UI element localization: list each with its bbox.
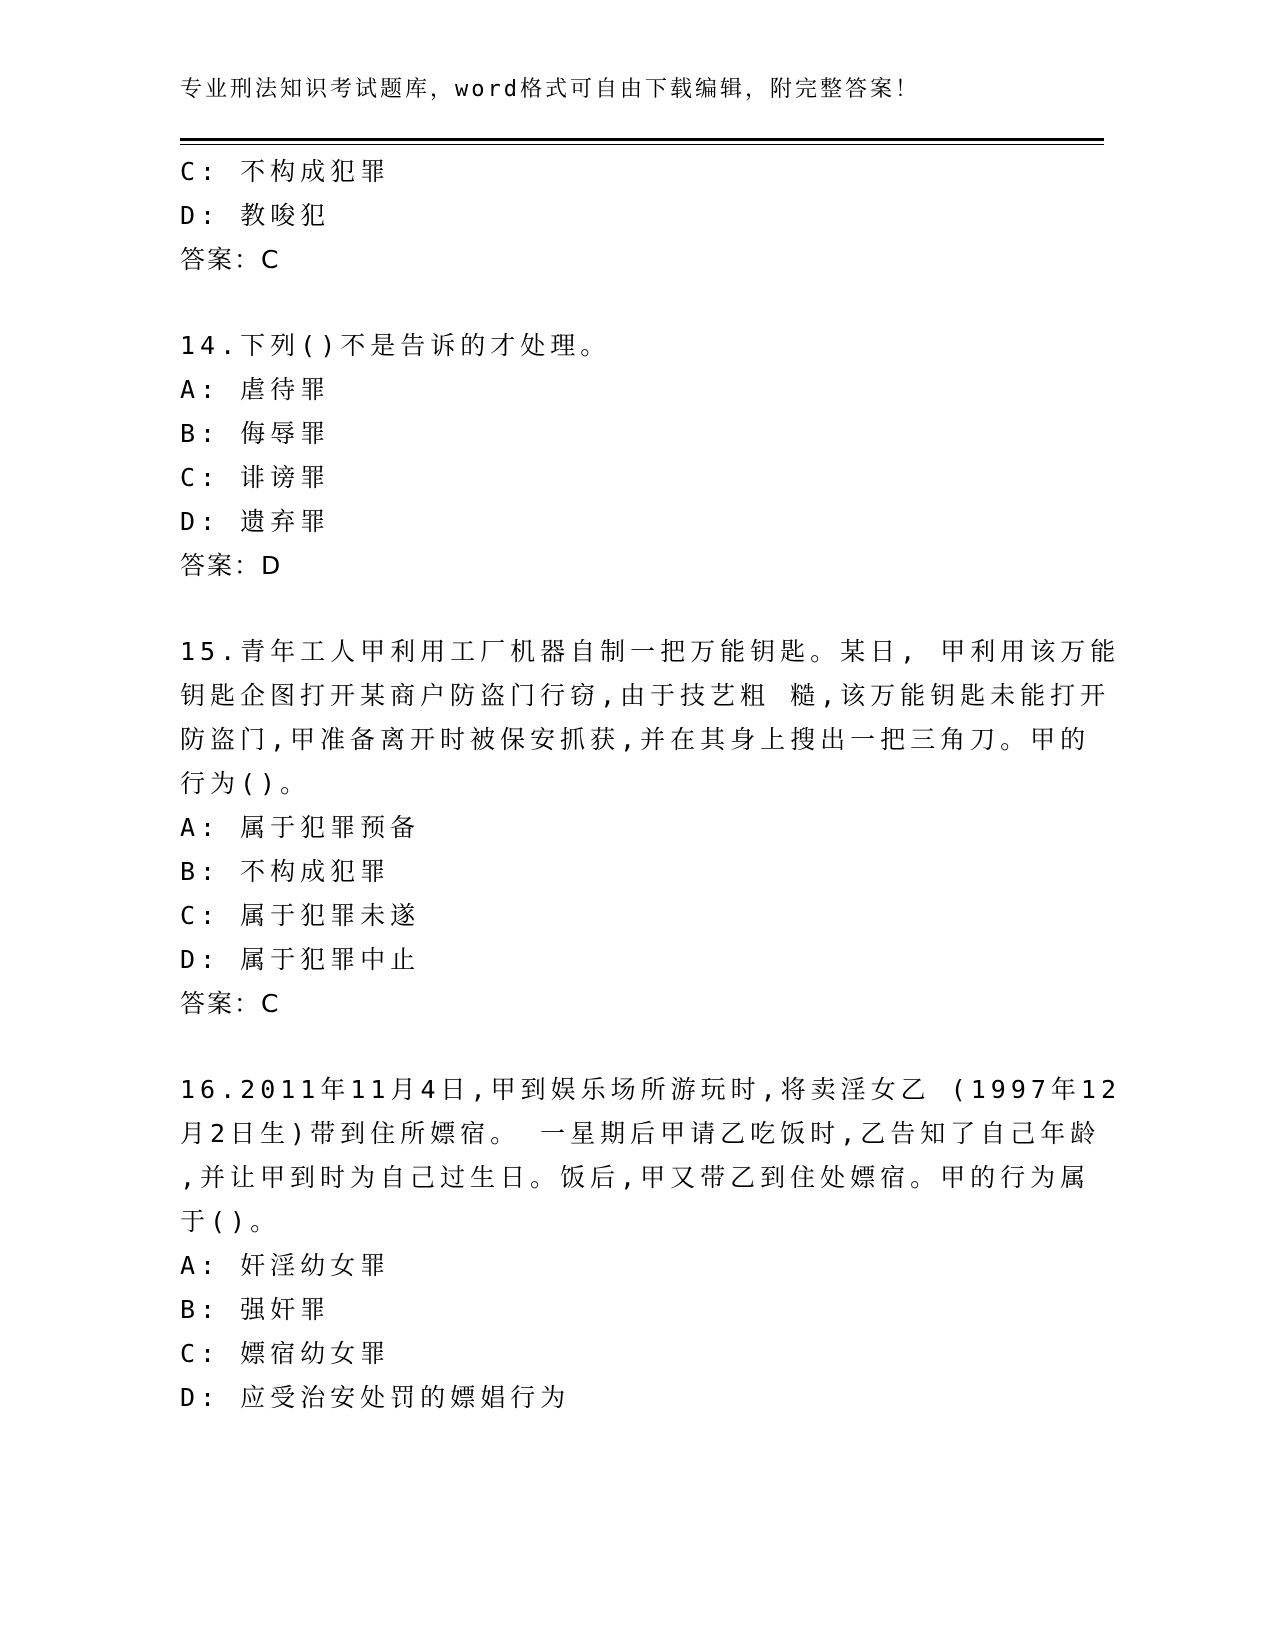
option-a: A: 奸淫幼女罪 — [180, 1251, 391, 1280]
option-d: D: 应受治安处罚的嫖娼行为 — [180, 1383, 571, 1412]
option-c: C: 嫖宿幼女罪 — [180, 1339, 391, 1368]
question-15 — [180, 630, 1121, 1026]
question-text: 于()。 — [180, 1207, 281, 1236]
question-text: ,并让甲到时为自己过生日。饭后,甲又带乙到住处嫖宿。甲的行为属 — [180, 1163, 1091, 1192]
answer-line: 答案：D — [180, 551, 283, 580]
question-text: 月2日生)带到住所嫖宿。 一星期后甲请乙吃饭时,乙告知了自己年龄 — [180, 1119, 1101, 1148]
question-text: 钥匙企图打开某商户防盗门行窃,由于技艺粗 糙,该万能钥匙未能打开 — [180, 681, 1111, 710]
question-13-continued — [180, 150, 1040, 282]
option-b: B: 不构成犯罪 — [180, 857, 391, 886]
option-c: C: 属于犯罪未遂 — [180, 901, 421, 930]
question-text: 防盗门,甲准备离开时被保安抓获,并在其身上搜出一把三角刀。甲的 — [180, 725, 1091, 754]
answer-line: 答案：C — [180, 245, 281, 274]
question-text: 行为()。 — [180, 769, 311, 798]
option-d: D: 教唆犯 — [180, 201, 331, 230]
question-16 — [180, 1068, 1122, 1420]
option-c: C: 诽谤罪 — [180, 463, 331, 492]
option-a: A: 属于犯罪预备 — [180, 813, 421, 842]
option-a: A: 虐待罪 — [180, 375, 331, 404]
document-body — [180, 150, 1122, 1420]
option-b: B: 强奸罪 — [180, 1295, 331, 1324]
header-rule-thick — [180, 138, 1104, 141]
question-text: 16.2011年11月4日,甲到娱乐场所游玩时,将卖淫女乙 (1997年12 — [180, 1075, 1122, 1104]
question-14 — [180, 324, 1040, 588]
option-d: D: 属于犯罪中止 — [180, 945, 421, 974]
option-d: D: 遗弃罪 — [180, 507, 331, 536]
document-header: 专业刑法知识考试题库，word格式可自由下载编辑，附完整答案！ — [180, 77, 920, 102]
question-text: 14.下列()不是告诉的才处理。 — [180, 331, 611, 360]
answer-line: 答案：C — [180, 989, 281, 1018]
option-b: B: 侮辱罪 — [180, 419, 331, 448]
question-text: 15.青年工人甲利用工厂机器自制一把万能钥匙。某日, 甲利用该万能 — [180, 637, 1121, 666]
header-rule-thin — [180, 144, 1104, 145]
option-c: C: 不构成犯罪 — [180, 157, 391, 186]
